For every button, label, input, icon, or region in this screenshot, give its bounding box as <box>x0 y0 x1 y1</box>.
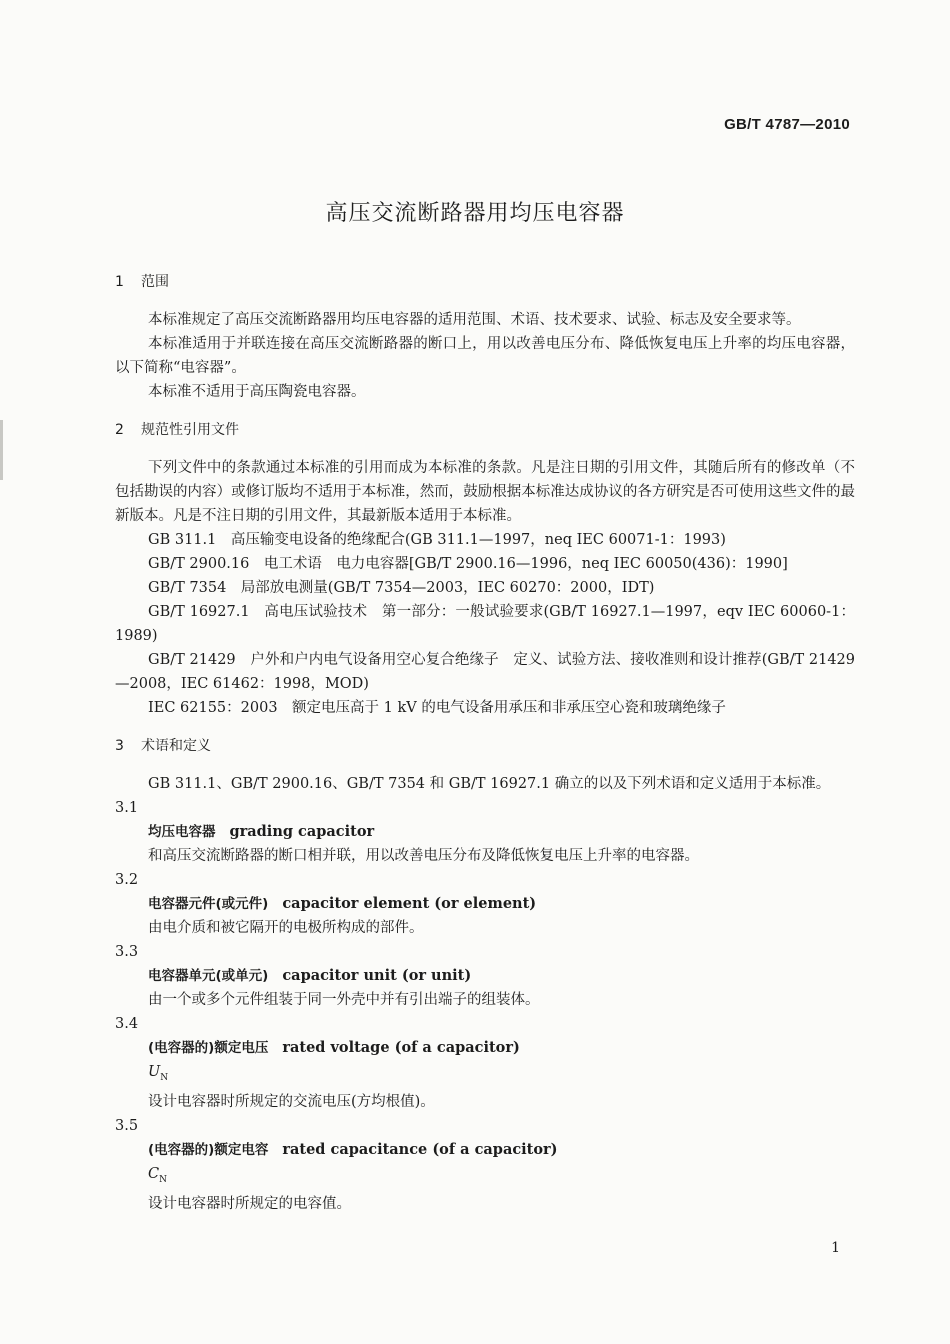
section-heading <box>115 418 855 442</box>
section-number: 3 <box>115 738 124 754</box>
term-entry <box>115 1012 855 1114</box>
term-zh: 电容器单元(或单元) <box>148 968 269 984</box>
reference-item: GB/T 2900.16 电工术语 电力电容器[GB/T 2900.16—1996，neq IEC 60050(436)：1990] <box>148 556 788 572</box>
term-en: rated voltage (of a capacitor) <box>282 1039 520 1056</box>
term-entry <box>115 1114 855 1216</box>
page-number: 1 <box>831 1240 840 1256</box>
term-definition: 由一个或多个元件组装于同一外壳中并有引出端子的组装体。 <box>148 992 540 1008</box>
term-zh: 电容器元件(或元件) <box>148 896 269 912</box>
term-name <box>115 1036 855 1060</box>
term-number: 3.4 <box>115 1016 139 1032</box>
section-number: 2 <box>115 422 124 438</box>
term-symbol <box>115 1060 855 1090</box>
reference-item: IEC 62155：2003 额定电压高于 1 kV 的电气设备用承压和非承压空心瓷和玻璃绝缘子 <box>148 700 726 716</box>
term-entry <box>115 868 855 940</box>
symbol-letter: C <box>148 1165 160 1182</box>
term-name <box>115 892 855 916</box>
term-number: 3.3 <box>115 944 139 960</box>
term-en: capacitor unit (or unit) <box>282 967 472 984</box>
section-terms-definitions <box>115 734 855 1216</box>
standard-number: GB/T 4787—2010 <box>724 116 850 133</box>
term-definition: 设计电容器时所规定的交流电压(方均根值)。 <box>148 1093 435 1110</box>
term-name <box>115 820 855 844</box>
section-normative-references <box>115 418 855 720</box>
paragraph: 本标准规定了高压交流断路器用均压电容器的适用范围、术语、技术要求、试验、标志及安全要求等。 <box>148 312 801 328</box>
term-symbol <box>115 1162 855 1192</box>
section-number: 1 <box>115 274 124 290</box>
term-name <box>115 1138 855 1162</box>
symbol-subscript: N <box>159 1174 167 1185</box>
paragraph: 下列文件中的条款通过本标准的引用而成为本标准的条款。凡是注日期的引用文件，其随后所有的修改单（不包括勘误的内容）或修订版均不适用于本标准，然而，鼓励根据本标准达成协议的各方研究是否可使用这些文件的最新版本。凡是不注日期的引用文件，其最新版本适用于本标准。 <box>115 460 855 524</box>
term-zh: 均压电容器 <box>148 824 216 840</box>
term-entry <box>115 796 855 868</box>
document-body <box>115 270 855 1216</box>
section-scope <box>115 270 855 404</box>
document-title: 高压交流断路器用均压电容器 <box>325 201 625 226</box>
term-definition: 和高压交流断路器的断口相并联，用以改善电压分布及降低恢复电压上升率的电容器。 <box>148 848 699 864</box>
term-definition: 由电介质和被它隔开的电极所构成的部件。 <box>148 920 424 936</box>
term-en: rated capacitance (of a capacitor) <box>282 1140 558 1158</box>
paragraph: 本标准不适用于高压陶瓷电容器。 <box>148 384 366 400</box>
symbol-letter: U <box>148 1064 161 1080</box>
scan-edge-mark <box>0 420 3 480</box>
section-title: 范围 <box>141 274 169 290</box>
paragraph: 本标准适用于并联连接在高压交流断路器的断口上，用以改善电压分布、降低恢复电压上升率的均压电容器，以下简称“电容器”。 <box>115 336 855 376</box>
term-zh: (电容器的)额定电容 <box>148 1141 269 1158</box>
symbol-subscript: N <box>160 1072 169 1083</box>
term-name <box>115 964 855 988</box>
term-number: 3.1 <box>115 800 139 816</box>
section-heading <box>115 734 855 758</box>
term-number: 3.2 <box>115 872 139 888</box>
section-title: 术语和定义 <box>141 738 211 754</box>
reference-item: GB/T 21429 户外和户内电气设备用空心复合绝缘子 定义、试验方法、接收准则和设计推荐(GB/T 21429—2008，IEC 61462：1998，MOD) <box>115 652 855 692</box>
reference-item: GB/T 16927.1 高电压试验技术 第一部分：一般试验要求(GB/T 16927.1—1997，eqv IEC 60060-1：1989) <box>115 604 855 644</box>
term-en: grading capacitor <box>229 823 375 840</box>
term-number: 3.5 <box>115 1117 139 1134</box>
paragraph: GB 311.1、GB/T 2900.16、GB/T 7354 和 GB/T 16927.1 确立的以及下列术语和定义适用于本标准。 <box>148 776 831 792</box>
reference-item: GB 311.1 高压输变电设备的绝缘配合(GB 311.1—1997，neq IEC 60071-1：1993) <box>148 532 726 548</box>
section-title: 规范性引用文件 <box>141 422 239 438</box>
term-definition: 设计电容器时所规定的电容值。 <box>148 1195 351 1212</box>
section-heading <box>115 270 855 294</box>
term-entry <box>115 940 855 1012</box>
term-zh: (电容器的)额定电压 <box>148 1040 269 1056</box>
reference-item: GB/T 7354 局部放电测量(GB/T 7354—2003，IEC 60270：2000，IDT) <box>148 580 655 596</box>
term-en: capacitor element (or element) <box>282 895 537 912</box>
